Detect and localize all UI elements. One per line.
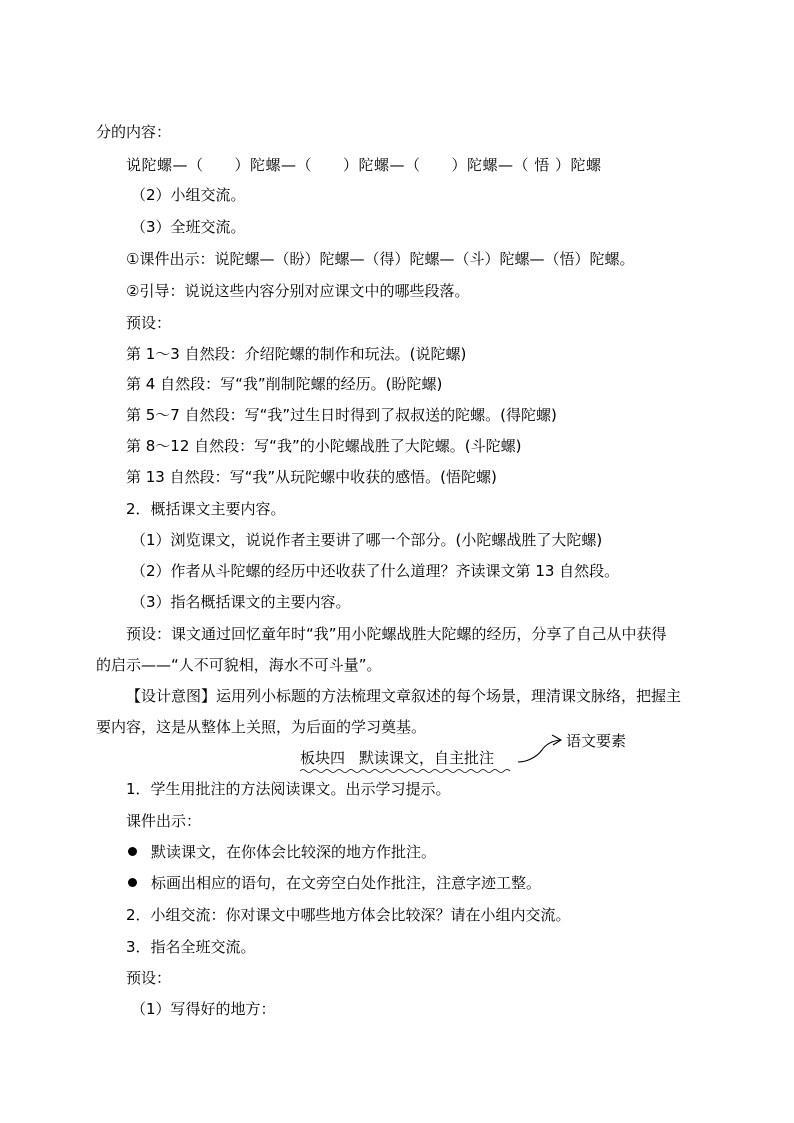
text-line: （2）小组交流。 xyxy=(131,186,246,204)
text-line: 的启示——“人不可貌相，海水不可斗量”。 xyxy=(96,656,382,674)
bullet-dot-icon xyxy=(128,878,137,887)
text-line: 第 4 自然段：写“我”削制陀螺的经历。(盼陀螺) xyxy=(126,375,443,393)
text-line: 第 8～12 自然段：写“我”的小陀螺战胜了大陀螺。(斗陀螺) xyxy=(126,437,522,455)
text-line: 预设：课文通过回忆童年时“我”用小陀螺战胜大陀螺的经历，分享了自己从中获得 xyxy=(126,625,667,643)
text-line: 2．小组交流：你对课文中哪些地方体会比较深？请在小组内交流。 xyxy=(126,906,571,924)
text-line: （3）全班交流。 xyxy=(131,218,246,236)
text-line: 【设计意图】运用列小标题的方法梳理文章叙述的每个场景，理清课文脉络，把握主 xyxy=(126,687,682,705)
section-title: 默读课文，自主批注 xyxy=(359,749,495,767)
text-line: 第 13 自然段：写“我”从玩陀螺中收获的感悟。(悟陀螺) xyxy=(126,468,497,486)
annotation-label: 语文要素 xyxy=(566,732,627,750)
text-line: ①课件出示：说陀螺—（盼）陀螺—（得）陀螺—（斗）陀螺—（悟）陀螺。 xyxy=(126,250,635,268)
text-line: 要内容，这是从整体上关照，为后面的学习奠基。 xyxy=(96,718,427,736)
text-line: （3）指名概括课文的主要内容。 xyxy=(131,593,351,611)
annotation-arrow-icon xyxy=(516,732,564,766)
bullet-item: 默读课文，在你体会比较深的地方作批注。 xyxy=(151,843,437,861)
text-line: （1）写得好的地方： xyxy=(131,1000,276,1018)
text-line: 说陀螺—（ ）陀螺—（ ）陀螺—（ ）陀螺—（ 悟 ）陀螺 xyxy=(126,156,602,174)
text-line: 预设： xyxy=(126,969,172,987)
text-line: 第 1～3 自然段：介绍陀螺的制作和玩法。(说陀螺) xyxy=(126,345,467,363)
text-line: ②引导：说说这些内容分别对应课文中的哪些段落。 xyxy=(126,282,470,300)
wavy-underline xyxy=(300,768,512,774)
text-line: 分的内容： xyxy=(96,123,172,141)
bullet-item: 标画出相应的语句，在文旁空白处作批注，注意字迹工整。 xyxy=(151,874,542,892)
text-line: 1．学生用批注的方法阅读课文。出示学习提示。 xyxy=(126,780,451,798)
section-heading xyxy=(300,748,494,768)
text-line: 2．概括课文主要内容。 xyxy=(126,500,286,518)
text-line: 课件出示： xyxy=(126,812,202,830)
text-line: 3．指名全班交流。 xyxy=(126,938,256,956)
text-line: 预设： xyxy=(126,314,172,332)
text-line: （1）浏览课文，说说作者主要讲了哪一个部分。(小陀螺战胜了大陀螺) xyxy=(131,531,603,549)
text-line: （2）作者从斗陀螺的经历中还收获了什么道理？齐读课文第 13 自然段。 xyxy=(131,562,620,580)
text-line: 第 5～7 自然段：写“我”过生日时得到了叔叔送的陀螺。(得陀螺) xyxy=(126,406,557,424)
bullet-dot-icon xyxy=(128,847,137,856)
section-number: 板块四 xyxy=(300,749,346,767)
